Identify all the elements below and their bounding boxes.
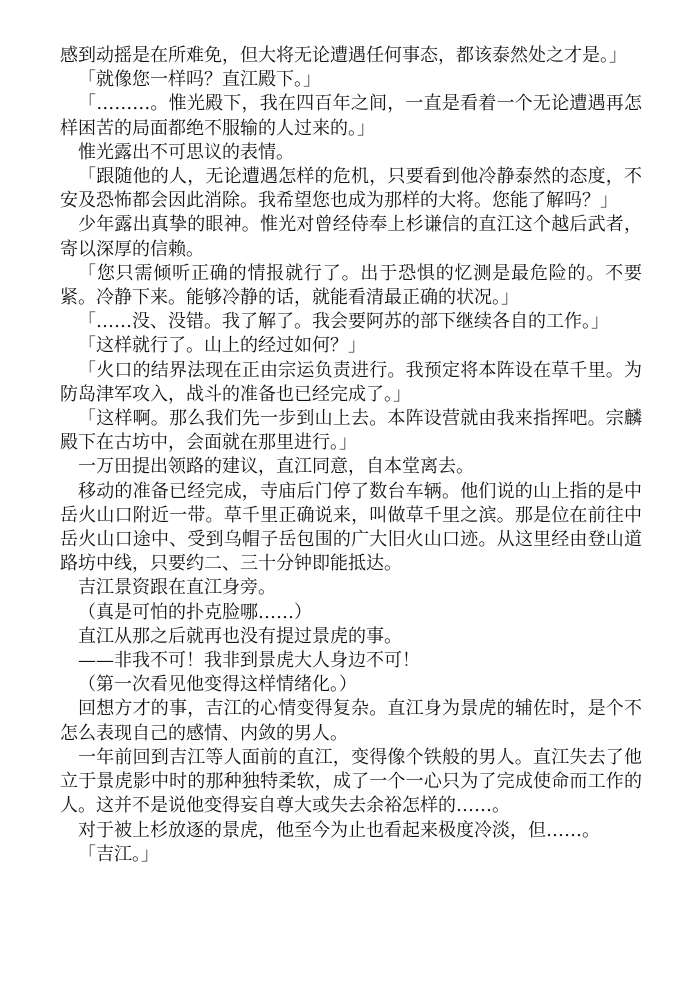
paragraph: 「这样就行了。山上的经过如何？」 bbox=[78, 335, 366, 357]
paragraph: 直江从那之后就再也没有提过景虎的事。 bbox=[78, 625, 402, 647]
paragraph: （第一次看见他变得这样情绪化。） bbox=[78, 674, 357, 696]
paragraph: 回想方才的事，吉江的心情变得复杂。直江身为景虎的辅佐时，是个不怎么表现自己的感情、内敛的男人。 bbox=[60, 698, 642, 744]
paragraph: 「您只需倾听正确的情报就行了。出于恐惧的忆测是最危险的。不要紧。冷静下来。能够冷静的话，就能看清最正确的状况。」 bbox=[60, 262, 642, 309]
paragraph: 一年前回到吉江等人面前的直江，变得像个铁般的男人。直江失去了他立于景虎影中时的那种独特柔软，成了一个一心只为了完成使命而工作的人。这并不是说他变得妄自尊大或失去余裕怎样的……。 bbox=[60, 746, 642, 817]
paragraph: 「这样啊。那么我们先一步到山上去。本阵设营就由我来指挥吧。宗麟殿下在古坊中，会面就在那里进行。」 bbox=[60, 408, 642, 454]
paragraph: 惟光露出不可思议的表情。 bbox=[78, 141, 294, 163]
paragraph: 「跟随他的人，无论遭遇怎样的危机，只要看到他冷静泰然的态度，不安及恐怖都会因此消除。我希望您也成为那样的大将。您能了解吗？」 bbox=[60, 166, 642, 212]
paragraph: 少年露出真挚的眼神。惟光对曾经侍奉上杉谦信的直江这个越后武者，寄以深厚的信赖。 bbox=[60, 214, 642, 260]
paragraph: （真是可怕的扑克脸哪……） bbox=[78, 601, 312, 623]
paragraph: 一万田提出领路的建议，直江同意，自本堂离去。 bbox=[78, 456, 474, 478]
paragraph: 「………。惟光殿下，我在四百年之间，一直是看着一个无论遭遇再怎样困苦的局面都绝不服输的人过来的。」 bbox=[60, 93, 642, 139]
paragraph: 「就像您一样吗？直江殿下。」 bbox=[78, 69, 321, 91]
paragraph: 「吉江。」 bbox=[78, 843, 159, 865]
paragraph: 移动的准备已经完成，寺庙后门停了数台车辆。他们说的山上指的是中岳火山口附近一带。草千里正确说来，叫做草千里之滨。那是位在前往中岳火山口途中、受到乌帽子岳包围的广大旧火山口迹。从这里经由登山道路坊中线，只要约二、三十分钟即能抵达。 bbox=[60, 480, 642, 575]
paragraph: ——非我不可！我非到景虎大人身边不可！ bbox=[78, 650, 420, 672]
paragraph: 对于被上杉放逐的景虎，他至今为止也看起来极度冷淡，但……。 bbox=[78, 819, 600, 841]
paragraph: 感到动摇是在所难免，但大将无论遭遇任何事态，都该泰然处之才是。」 bbox=[60, 45, 627, 66]
paragraph: 「火口的结界法现在正由宗运负责进行。我预定将本阵设在草千里。为防岛津军攻入，战斗的准备也已经完成了。」 bbox=[60, 359, 642, 405]
paragraph: 吉江景资跟在直江身旁。 bbox=[78, 577, 276, 599]
paragraph: 「……没、没错。我了解了。我会要阿苏的部下继续各自的工作。」 bbox=[78, 311, 609, 333]
novel-page bbox=[60, 44, 642, 867]
